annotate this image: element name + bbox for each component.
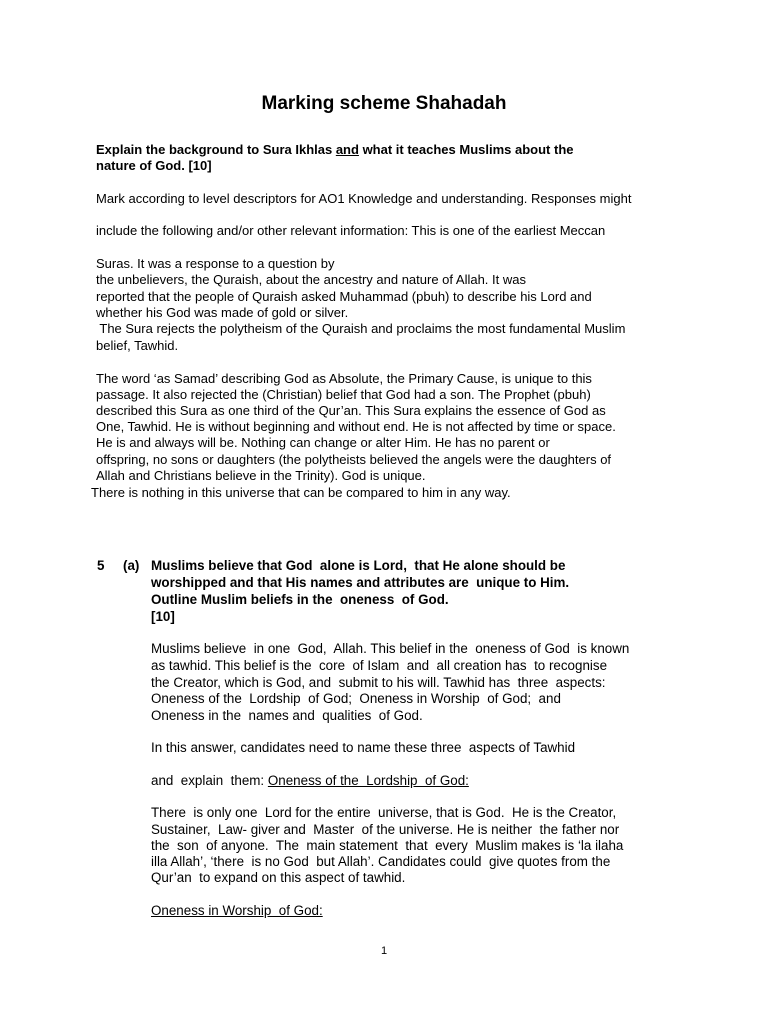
question-1-line-1 — [96, 142, 574, 158]
question-1-line-2: nature of God. [10] — [96, 158, 212, 173]
answer-5-para-3 — [151, 772, 469, 789]
question-5-number: 5 — [97, 558, 105, 573]
answer-1-para-4-line: Allah and Christians believe in the Trinity). God is unique. — [96, 468, 426, 483]
answer-1-para-4-line: offspring, no sons or daughters (the polytheists believed the angels were the daughters of — [96, 452, 612, 467]
answer-1-para-4-line: One, Tawhid. He is without beginning and without end. He is not affected by time or space. — [96, 419, 616, 434]
answer-5-para-4-line: Sustainer, Law- giver and Master of the universe. He is neither the father nor — [151, 822, 620, 837]
question-1-text-end: what it teaches Muslims about the — [358, 142, 574, 157]
question-1-and: and — [335, 142, 359, 157]
answer-5-para-1-line: Oneness in the names and qualities of God. — [151, 708, 423, 723]
answer-5-para-1-line: Muslims believe in one God, Allah. This belief in the oneness of God is known — [151, 641, 630, 656]
answer-5-para-4-line: the son of anyone. The main statement that every Muslim makes is ‘la ilaha — [151, 838, 624, 853]
answer-5-para-4-line: Qur’an to expand on this aspect of tawhid. — [151, 870, 406, 885]
answer-5-para-2: In this answer, candidates need to name these three aspects of Tawhid — [151, 740, 576, 755]
answer-1-para-3-line: Suras. It was a response to a question by — [96, 256, 335, 271]
answer-5-para-3-prefix: and explain them: — [151, 773, 268, 788]
page-title: Marking scheme Shahadah — [261, 93, 507, 114]
answer-1-para-3-line: The Sura rejects the polytheism of the Quraish and proclaims the most fundamental Muslim — [96, 321, 626, 336]
answer-5-para-1-line: Oneness of the Lordship of God; Oneness in Worship of God; and — [151, 691, 561, 706]
question-5-part: (a) — [123, 558, 140, 573]
answer-5-para-1-line: as tawhid. This belief is the core of Islam and all creation has to recognise — [151, 658, 608, 673]
answer-1-para-4-line: He is and always will be. Nothing can change or alter Him. He has no parent or — [96, 435, 550, 450]
question-5-marks: [10] — [151, 609, 175, 624]
answer-5-para-1-line: the Creator, which is God, and submit to his will. Tawhid has three aspects: — [151, 675, 606, 690]
heading-oneness-worship: Oneness in Worship of God: — [151, 903, 323, 918]
question-5-line: Outline Muslim beliefs in the oneness of God. — [151, 592, 449, 607]
question-5-line: worshipped and that His names and attributes are unique to Him. — [151, 575, 570, 590]
question-1-text: Explain the background to Sura Ikhlas — [96, 142, 336, 157]
answer-1-para-4-line: passage. It also rejected the (Christian) belief that God had a son. The Prophet (pbuh) — [96, 387, 591, 402]
answer-1-para-1: Mark according to level descriptors for AO1 Knowledge and understanding. Responses might — [96, 191, 632, 206]
page-number: 1 — [380, 945, 388, 957]
heading-oneness-lordship: Oneness of the Lordship of God: — [267, 773, 469, 788]
answer-1-para-3-line: belief, Tawhid. — [96, 338, 179, 353]
answer-1-para-2: include the following and/or other relevant information: This is one of the earliest Meccan — [96, 223, 606, 238]
question-5-line: Muslims believe that God alone is Lord, that He alone should be — [151, 558, 566, 573]
answer-1-para-5: There is nothing in this universe that can be compared to him in any way. — [91, 485, 511, 500]
answer-5-para-4-line: illa Allah’, ‘there is no God but Allah’. Candidates could give quotes from the — [151, 854, 611, 869]
answer-1-para-3-line: the unbelievers, the Quraish, about the ancestry and nature of Allah. It was — [96, 272, 526, 287]
answer-1-para-3-line: reported that the people of Quraish asked Muhammad (pbuh) to describe his Lord and — [96, 289, 592, 304]
answer-1-para-3-line: whether his God was made of gold or silver. — [96, 305, 349, 320]
answer-1-para-4-line: described this Sura as one third of the Qur’an. This Sura explains the essence of God as — [96, 403, 606, 418]
answer-5-para-4-line: There is only one Lord for the entire universe, that is God. He is the Creator, — [151, 805, 617, 820]
answer-1-para-4-line: The word ‘as Samad’ describing God as Absolute, the Primary Cause, is unique to this — [96, 371, 592, 386]
